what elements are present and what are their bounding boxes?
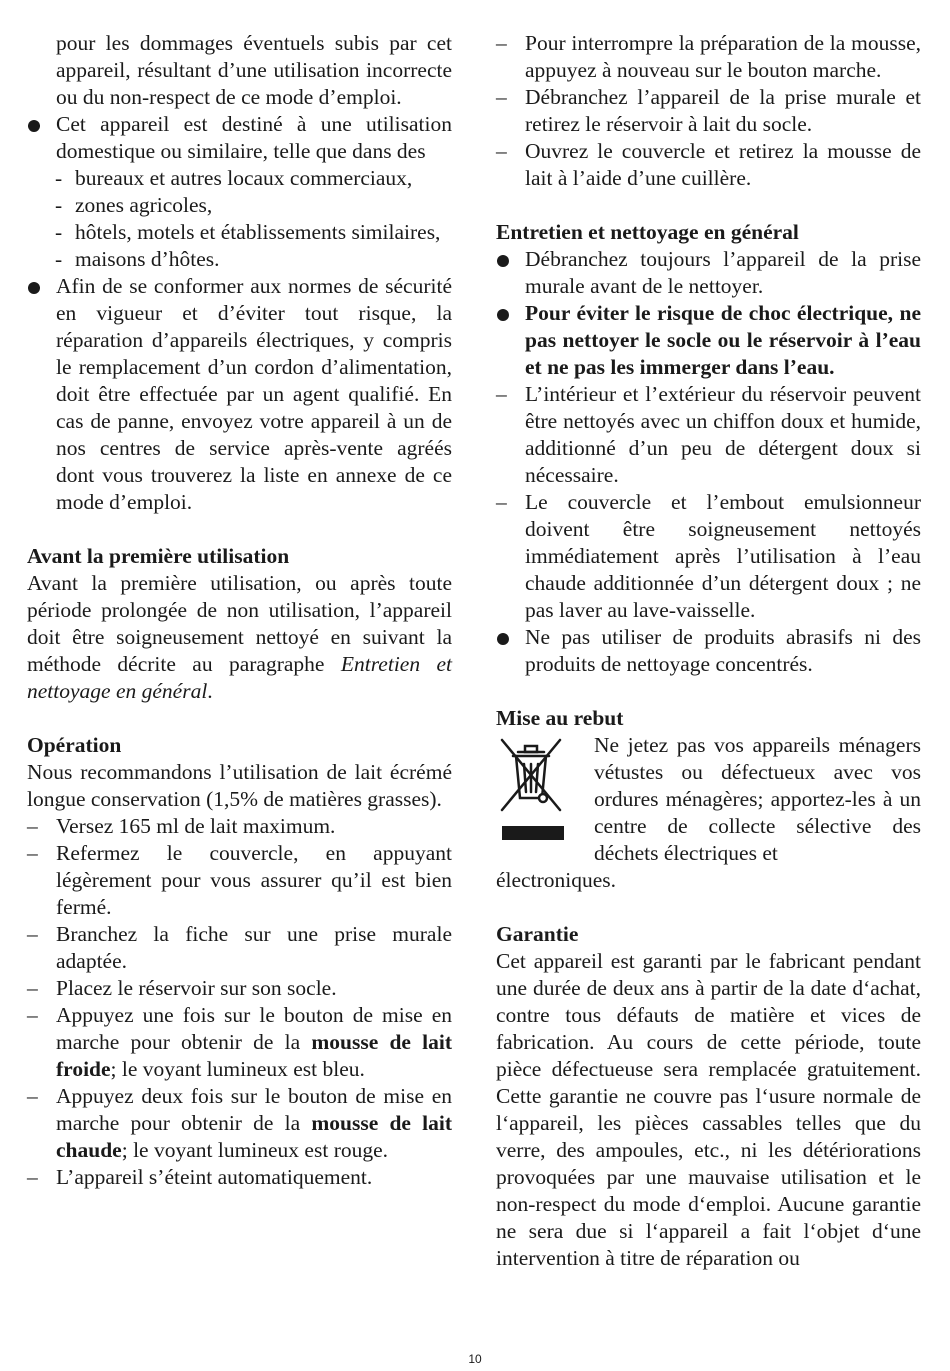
operation-text: Nous recommandons l’utilisation de lait écrémé longue conservation (1,5% de matières grasses). (27, 760, 452, 811)
right-column (496, 30, 921, 1272)
disposal-text-cont: électroniques. (496, 868, 616, 892)
disposal-heading: Mise au rebut (496, 706, 624, 730)
crossed-out-bin-icon (496, 732, 566, 842)
operation-step: – Versez 165 ml de lait maximum. (27, 813, 452, 840)
operation-step-cold: – Appuyez une fois sur le bouton de mise en marche pour obtenir de la mousse de lait froide; le voyant lumineux est bleu. (27, 1002, 452, 1083)
page-number: 10 (468, 1352, 482, 1366)
operation-step: – Placez le réservoir sur son socle. (27, 975, 452, 1002)
disposal-text: Ne jetez pas vos appareils ménagers vétustes ou défectueux avec vos ordures ménagères; apportez-les à un centre de collecte sélective des déchets électriques et (594, 733, 921, 865)
domestic-list-item: - maisons d’hôtes. (27, 246, 452, 273)
left-column (27, 30, 452, 1191)
cleaning-heading: Entretien et nettoyage en général (496, 220, 799, 244)
operation-step: – L’appareil s’éteint automatiquement. (27, 1164, 452, 1191)
operation-step: – Refermez le couvercle, en appuyant légèrement pour vous assurer qu’il est bien fermé. (27, 840, 452, 921)
disposal-block (496, 732, 921, 867)
shock-warning-bullet: Pour éviter le risque de choc électrique, ne pas nettoyer le socle ou le réservoir à l’eau et ne pas les immerger dans l’eau. (496, 300, 921, 381)
operation-step: – Pour interrompre la préparation de la mousse, appuyez à nouveau sur le bouton marche. (496, 30, 921, 84)
domestic-list-item: - hôtels, motels et établissements similaires, (27, 219, 452, 246)
repair-bullet: Afin de se conformer aux normes de sécurité en vigueur et d’éviter tout risque, la réparation d’appareils électriques, y compris le remplacement d’un cordon d’alimentation, doit être effectuée par un agent qualifié. En cas de panne, envoyez votre appareil à un de nos centres de service après-vente agréés dont vous trouverez la liste en annexe de ce mode d’emploi. (27, 273, 452, 516)
operation-step: – Ouvrez le couvercle et retirez la mousse de lait à l’aide d’une cuillère. (496, 138, 921, 192)
unplug-bullet: Débranchez toujours l’appareil de la prise murale avant de le nettoyer. (496, 246, 921, 300)
warranty-text: Cet appareil est garanti par le fabricant pendant une durée de deux ans à partir de la date d‘achat, contre tous défauts de matière et vices de fabrication. Au cours de cette période, toute pièce défectueuse sera remplacée gratuitement. Cette garantie ne couvre pas l‘usure normale de l‘appareil, les pièces cassables telles que du verre, des ampoules, etc., ni les détériorations provoquées par une mauvaise utilisation et le non-respect du mode d‘emploi. Aucune garantie ne sera due si l‘appareil a fait l‘objet d‘une intervention à titre de réparation ou (496, 949, 921, 1270)
cleaning-reference: Entretien et nettoyage en général (27, 652, 452, 703)
domestic-use-bullet (27, 111, 452, 165)
operation-heading: Opération (27, 733, 122, 757)
intro-continuation: pour les dommages éventuels subis par cet appareil, résultant d’une utilisation incorrecte ou du non-respect de ce mode d’emploi. (56, 31, 452, 109)
cleaning-step: – L’intérieur et l’extérieur du réservoir peuvent être nettoyés avec un chiffon doux et humide, additionné d’un peu de détergent doux si nécessaire. (496, 381, 921, 489)
operation-step: – Débranchez l’appareil de la prise murale et retirez le réservoir à lait du socle. (496, 84, 921, 138)
first-use-text: Avant la première utilisation, ou après toute période prolongée de non utilisation, l’appareil doit être soigneusement nettoyé en suivant la méthode décrite au paragraphe Entretien et nettoyage en général. (27, 571, 452, 703)
domestic-list-item: - zones agricoles, (27, 192, 452, 219)
operation-step: – Branchez la fiche sur une prise murale adaptée. (27, 921, 452, 975)
domestic-use-intro: Cet appareil est destiné à une utilisation domestique ou similaire, telle que dans des (56, 112, 452, 163)
cleaning-step: – Le couvercle et l’embout emulsionneur doivent être soigneusement nettoyés immédiatement après l’utilisation à l’eau chaude additionnée d’un détergent doux ; ne pas laver au lave-vaisselle. (496, 489, 921, 624)
abrasive-bullet: Ne pas utiliser de produits abrasifs ni des produits de nettoyage concentrés. (496, 624, 921, 678)
warranty-heading: Garantie (496, 922, 579, 946)
operation-step-hot: – Appuyez deux fois sur le bouton de mise en marche pour obtenir de la mousse de lait chaude; le voyant lumineux est rouge. (27, 1083, 452, 1164)
domestic-list-item: - bureaux et autres locaux commerciaux, (27, 165, 452, 192)
first-use-heading: Avant la première utilisation (27, 544, 290, 568)
